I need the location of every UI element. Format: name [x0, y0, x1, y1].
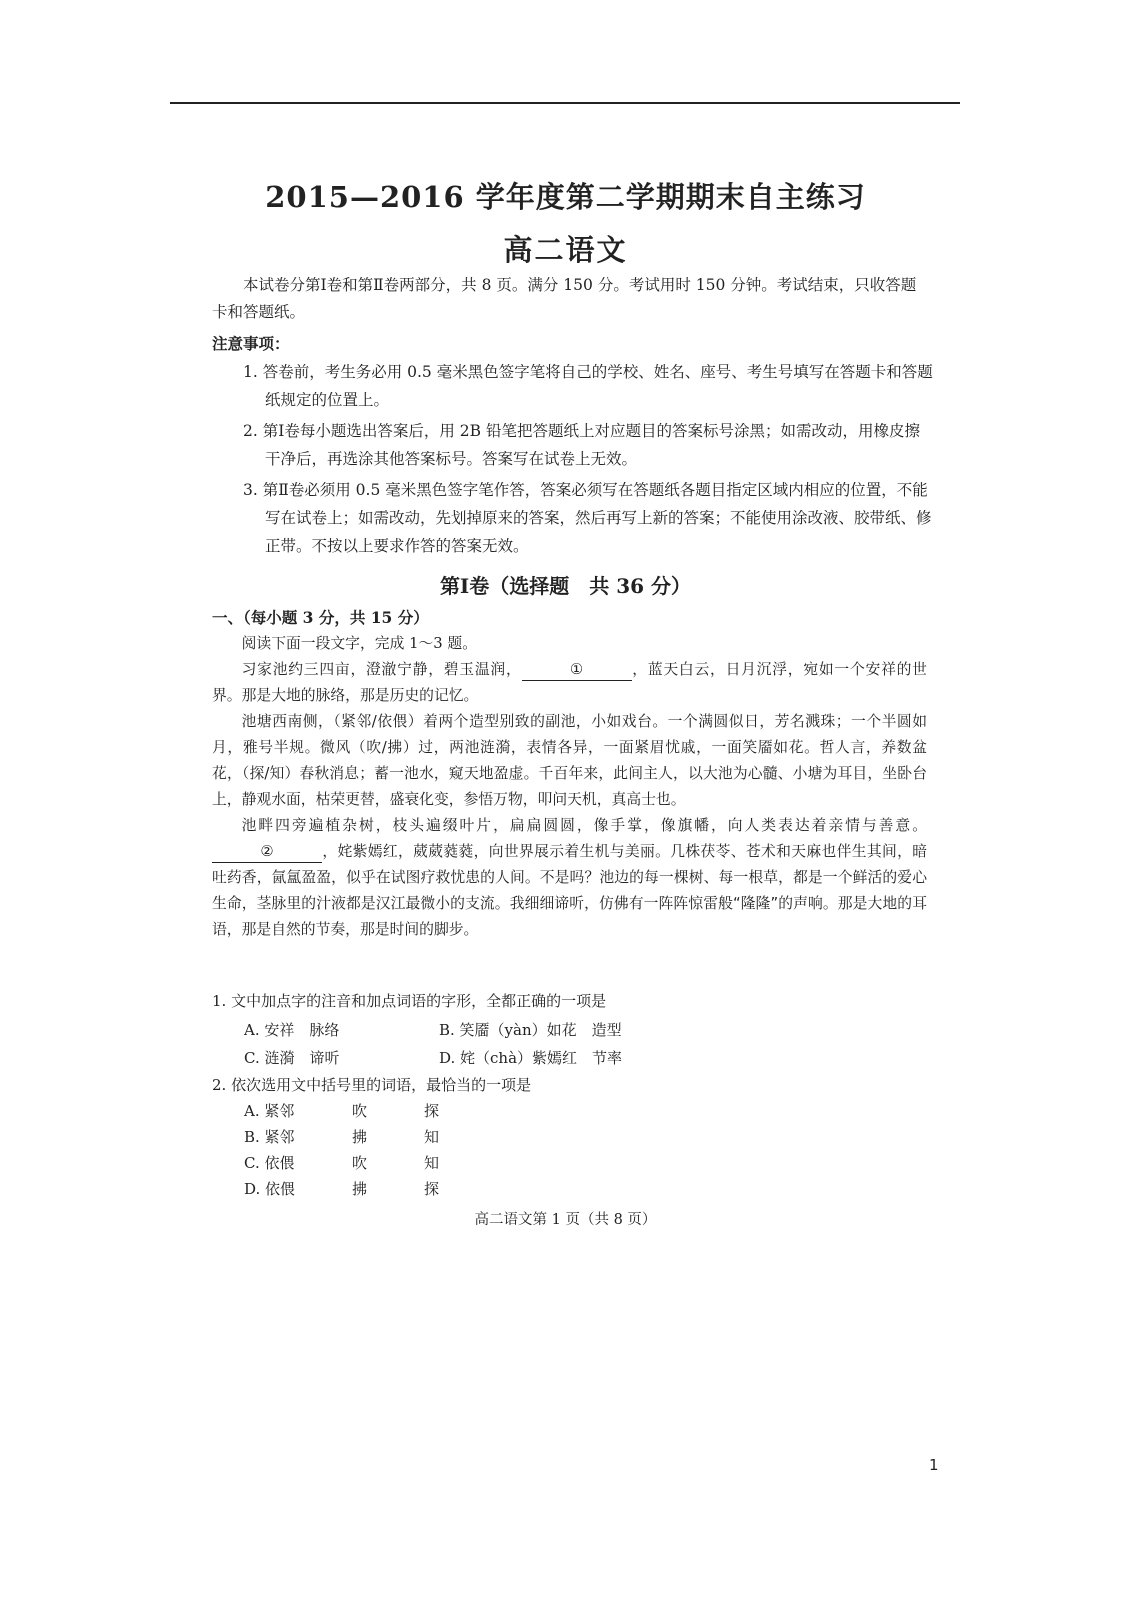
header-rule: [170, 102, 960, 104]
question-2-stem: 2. 依次选用文中括号里的词语，最恰当的一项是: [212, 1076, 532, 1094]
option-row: [244, 1124, 439, 1150]
option-cell: 吹: [352, 1102, 368, 1120]
passage-text: 池畔四旁遍植杂树，枝头遍缀叶片，扁扁圆圆，像手掌，像旗幡，向人类表达着亲情与善意。: [241, 817, 927, 834]
option-row: [244, 1176, 439, 1202]
question-list: [212, 988, 927, 1202]
option-b: B. 笑靥（yàn）如花 造型: [439, 1021, 622, 1039]
option-row: [244, 1150, 439, 1176]
option-cell: A. 紧邻: [244, 1102, 295, 1120]
passage-text: ，姹紫嫣红，葳葳蕤蕤，向世界展示着生机与美丽。几株茯苓、苍术和天麻也伴生其间，暗吐药香，氤氲盈盈，似乎在试图疗救忧患的人间。不是吗？池边的每一棵树、每一根草，都是一个鲜活的爱心生命，茎脉里的汁液都是汉江最微小的支流。我细细谛听，仿佛有一阵阵惊雷般“隆隆”的声响。那是大地的耳语，那是自然的节奏，那是时间的脚步。: [212, 843, 927, 938]
option-cell: 知: [424, 1154, 440, 1172]
reading-passage: [212, 631, 927, 943]
passage-paragraph-2: 池塘西南侧，（紧邻/依偎）着两个造型别致的副池，小如戏台。一个满圆似日，芳名溅珠；一个半圆如月，雅号半规。微风（吹/拂）过，两池涟漪，表情各异，一面紧眉忧戚，一面笑靥如花。哲人言，养数盆花，（探/知）春秋消息；蓄一池水，窥天地盈虚。千百年来，此间主人，以大池为心髓、小塘为耳目，坐卧台上，静观水面，枯荣更替，盛衰化变，参悟万物，叩问天机，真高士也。: [212, 713, 927, 808]
option-cell: 知: [424, 1128, 440, 1146]
option-cell: 探: [424, 1180, 440, 1198]
notice-list: [243, 358, 933, 563]
page-footer: 高二语文第 1 页（共 8 页）: [474, 1212, 657, 1228]
notice-item: 3. 第Ⅱ卷必须用 0.5 毫米黑色签字笔作答，答案必须写在答题纸各题目指定区域内相应的位置，不能写在试卷上；如需改动，先划掉原来的答案，然后再写上新的答案；不能使用涂改液、胶带纸、修正带。不按以上要求作答的答案无效。: [243, 481, 932, 555]
page-number: 1: [929, 1456, 939, 1474]
question-2-options: [244, 1098, 439, 1202]
passage-paragraph-3: [212, 813, 927, 943]
question-1-options: [244, 1016, 927, 1072]
option-cell: 探: [424, 1102, 440, 1120]
exam-title: 2015—2016 学年度第二学期期末自主练习: [265, 180, 866, 214]
passage-text: 习家池约三四亩，澄澈宁静，碧玉温润，: [241, 661, 522, 678]
exam-subject: 高二语文: [503, 233, 628, 267]
notice-item: 1. 答卷前，考生务必用 0.5 毫米黑色签字笔将自己的学校、姓名、座号、考生号填写在答题卡和答题纸规定的位置上。: [243, 363, 933, 409]
option-row: [244, 1098, 439, 1124]
section-title: 第Ⅰ卷（选择题 共 36 分）: [439, 574, 692, 598]
passage-text: ，蓝天白云，日月沉浮，宛如一个安祥的世界。那是大地的脉络，那是历史的记忆。: [212, 661, 927, 704]
option-cell: 拂: [352, 1180, 368, 1198]
option-cell: D. 依偎: [244, 1180, 296, 1198]
passage-instruction: 阅读下面一段文字，完成 1～3 题。: [241, 635, 477, 652]
question-1-stem: 1. 文中加点字的注音和加点词语的字形，全都正确的一项是: [212, 992, 607, 1010]
passage-paragraph-1: [212, 657, 927, 709]
fill-blank-2: ②: [212, 842, 322, 863]
part-heading: 一、（每小题 3 分，共 15 分）: [212, 608, 429, 627]
option-cell: B. 紧邻: [244, 1128, 295, 1146]
option-cell: C. 依偎: [244, 1154, 295, 1172]
option-cell: 拂: [352, 1128, 368, 1146]
exam-intro: 本试卷分第Ⅰ卷和第Ⅱ卷两部分，共 8 页。满分 150 分。考试用时 150 分钟。考试结束，只收答题卡和答题纸。: [212, 276, 917, 321]
option-a: A. 安祥 脉络: [244, 1021, 340, 1039]
option-c: C. 涟漪 谛听: [244, 1049, 340, 1067]
fill-blank-1: ①: [522, 660, 632, 681]
option-d: D. 姹（chà）紫嫣红 节率: [439, 1049, 623, 1067]
notice-item: 2. 第Ⅰ卷每小题选出答案后，用 2B 铅笔把答题纸上对应题目的答案标号涂黑；如需改动，用橡皮擦干净后，再选涂其他答案标号。答案写在试卷上无效。: [243, 422, 920, 468]
option-cell: 吹: [352, 1154, 368, 1172]
notice-heading: 注意事项：: [212, 334, 290, 353]
